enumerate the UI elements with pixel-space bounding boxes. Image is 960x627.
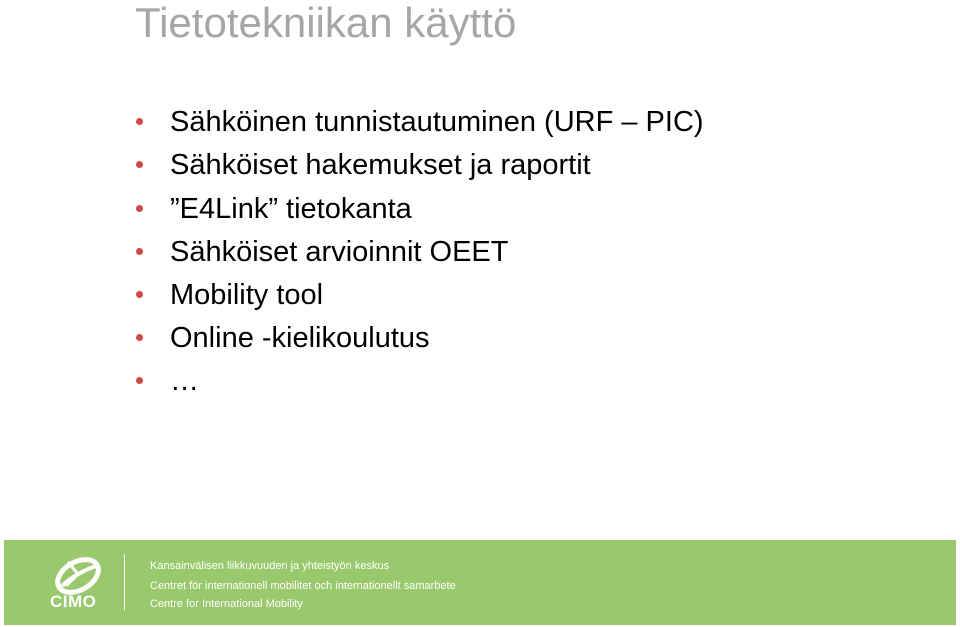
bullet-dot-icon [136, 248, 143, 255]
bullet-dot-icon [136, 377, 143, 384]
bullet-dot-icon [136, 291, 143, 298]
bullet-text: Sähköiset arvioinnit OEET [170, 236, 509, 268]
bullet-text: Sähköiset hakemukset ja raportit [170, 149, 591, 181]
bullet-text: ”E4Link” tietokanta [170, 193, 412, 225]
bullet-dot-icon [136, 205, 143, 212]
footer-banner [4, 540, 956, 625]
footer-line: Centre for International Mobility [150, 598, 303, 610]
bullet-text: … [170, 365, 199, 397]
bullet-text: Mobility tool [170, 279, 324, 311]
bullet-dot-icon [136, 334, 143, 341]
logo-text: CIMO [50, 592, 97, 611]
bullet-dot-icon [136, 118, 143, 125]
slide-title: Tietotekniikan käyttö [135, 0, 517, 46]
bullet-text: Online -kielikoulutus [170, 322, 430, 354]
footer-line: Kansainvälisen liikkuvuuden ja yhteistyön keskus [150, 560, 390, 572]
bullet-dot-icon [136, 161, 143, 168]
footer-divider [124, 554, 125, 610]
bullet-text: Sähköinen tunnistautuminen (URF – PIC) [170, 106, 704, 138]
footer-line: Centret för internationell mobilitet och internationellt samarbete [150, 580, 456, 592]
